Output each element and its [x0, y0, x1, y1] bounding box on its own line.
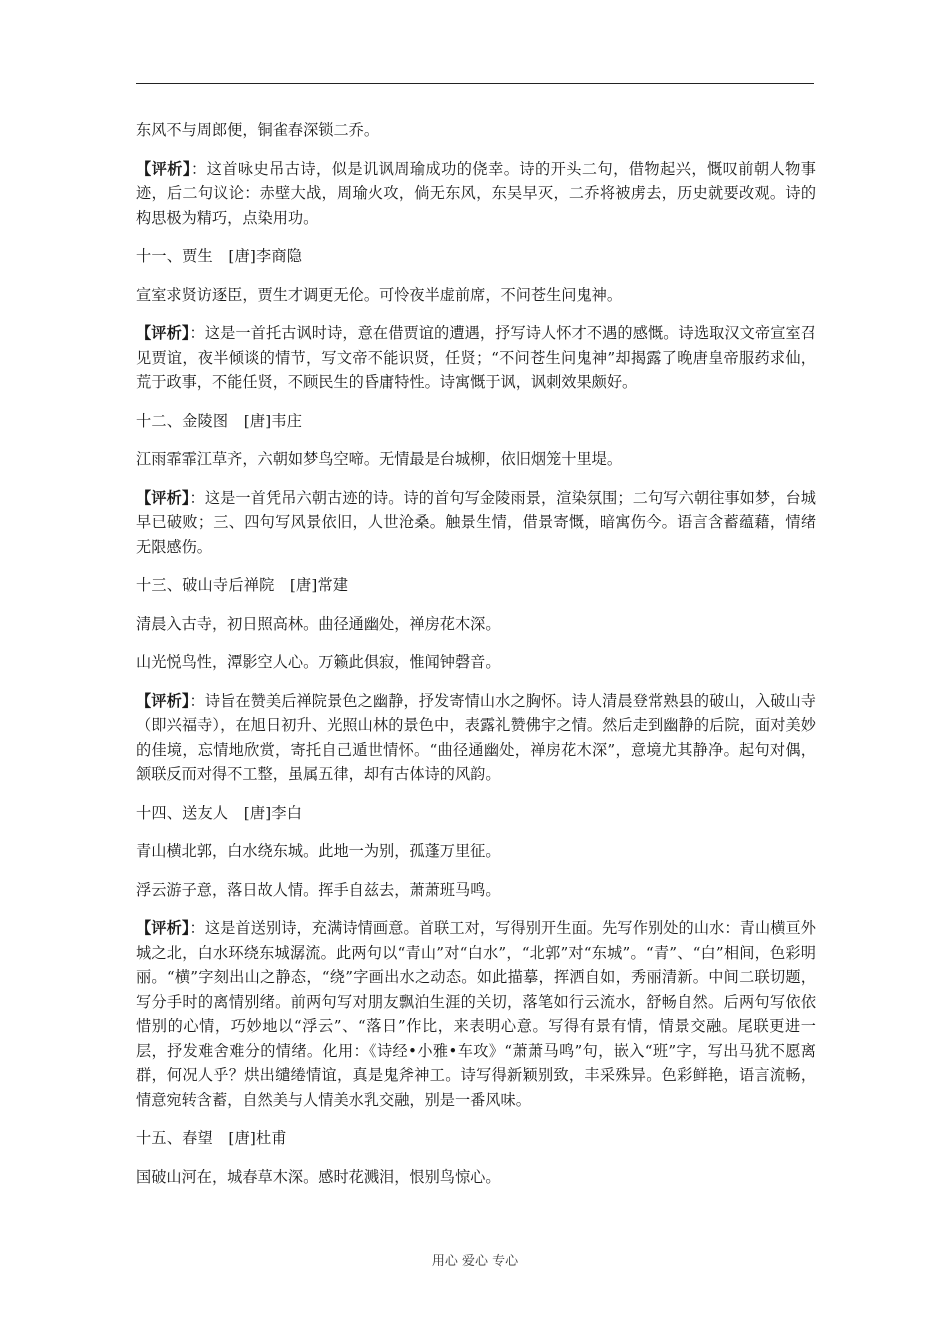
commentary-tag: 【评析】: [136, 919, 190, 937]
commentary-paragraph: [136, 486, 816, 560]
commentary-paragraph: [136, 916, 816, 1112]
commentary-text: ：这是一首托古讽时诗，意在借贾谊的遭遇，抒写诗人怀才不遇的感慨。诗选取汉文帝宣室召见贾谊，夜半倾谈的情节，写文帝不能识贤，任贤；“不问苍生问鬼神”却揭露了晚唐皇帝服药求仙，荒于政事，不能任贤，不顾民生的昏庸特性。诗寓慨于讽，讽刺效果颇好。: [136, 324, 816, 391]
commentary-text: ：这是首送别诗，充满诗情画意。首联工对，写得别开生面。先写作别处的山水：青山横亘外城之北，白水环绕东城潺流。此两句以“青山”对“白水”，“北郭”对“东城”。“青”、“白”相间，色彩明丽。“横”字刻出山之静态，“绕”字画出水之动态。如此描摹，挥洒自如，秀丽清新。中间二联切题，写分手时的离情别绪。前两句写对朋友飘泊生涯的关切，落笔如行云流水，舒畅自然。后两句写依依惜别的心情，巧妙地以“浮云”、“落日”作比，来表明心意。写得有景有情，情景交融。尾联更进一层，抒发难舍难分的情绪。化用：《诗经•小雅•车攻》“萧萧马鸣”句，嵌入“班”字，写出马犹不愿离群，何况人乎？烘出缱绻情谊，真是鬼斧神工。诗写得新颖别致，丰采殊异。色彩鲜艳，语言流畅，情意宛转含蓄，自然美与人情美水乳交融，别是一番风味。: [136, 919, 816, 1109]
poem-title: 十二、金陵图 [唐]韦庄: [136, 411, 303, 430]
commentary-tag: 【评析】: [136, 159, 191, 178]
poem-line: 宣室求贤访逐臣，贾生才调更无伦。可怜夜半虚前席，不问苍生问鬼神。: [136, 285, 622, 304]
commentary-text: ：这首咏史吊古诗，似是讥讽周瑜成功的侥幸。诗的开头二句，借物起兴，慨叹前朝人物事迹，后二句议论：赤壁大战，周瑜火攻，倘无东风，东吴早灭，二乔将被虏去，历史就要改观。诗的构思极为精巧，点染用功。: [136, 159, 816, 227]
commentary-paragraph: [136, 321, 816, 395]
poem-line: 东风不与周郎便，铜雀春深锁二乔。: [136, 121, 379, 139]
poem-title: 十五、春望 [唐]杜甫: [136, 1129, 287, 1147]
poem-line: 浮云游子意，落日故人情。挥手自兹去，萧萧班马鸣。: [136, 880, 501, 899]
commentary-text: ：这是一首凭吊六朝古迹的诗。诗的首句写金陵雨景，渲染氛围；二句写六朝往事如梦，台城早已破败；三、四句写风景依旧，人世沧桑。触景生情，借景寄慨，暗寓伤今。语言含蓄蕴藉，情绪无限感伤。: [136, 488, 816, 556]
commentary-text: ：诗旨在赞美后禅院景色之幽静，抒发寄情山水之胸怀。诗人清晨登常熟县的破山，入破山寺（即兴福寺），在旭日初升、光照山林的景色中，表露礼赞佛宇之情。然后走到幽静的后院，面对美妙的佳境，忘情地欣赏，寄托自己遁世情怀。“曲径通幽处，禅房花木深”，意境尤其静净。起句对偶，颔联反而对得不工整，虽属五律，却有古体诗的风韵。: [136, 691, 816, 783]
commentary-paragraph: [136, 689, 816, 787]
poem-line: 清晨入古寺，初日照高林。曲径通幽处，禅房花木深。: [136, 614, 501, 633]
commentary-paragraph: [136, 157, 816, 231]
poem-line: 江雨霏霏江草齐，六朝如梦鸟空啼。无情最是台城柳，依旧烟笼十里堤。: [136, 450, 622, 468]
poem-title: 十一、贾生 [唐]李商隐: [136, 247, 303, 265]
header-rule: [136, 83, 814, 84]
poem-title: 十四、送友人 [唐]李白: [136, 803, 303, 822]
poem-title: 十三、破山寺后禅院 [唐]常建: [136, 576, 349, 594]
commentary-tag: 【评析】: [136, 324, 190, 342]
document-body: [136, 118, 816, 1203]
poem-line: 青山横北郭，白水绕东城。此地一为别，孤蓬万里征。: [136, 842, 501, 860]
poem-line: 山光悦鸟性，潭影空人心。万籁此俱寂，惟闻钟磬音。: [136, 653, 501, 671]
poem-line: 国破山河在，城春草木深。感时花溅泪，恨别鸟惊心。: [136, 1167, 501, 1186]
page-footer: 用心 爱心 专心: [431, 1254, 519, 1269]
commentary-tag: 【评析】: [136, 488, 190, 507]
commentary-tag: 【评析】: [136, 691, 190, 710]
